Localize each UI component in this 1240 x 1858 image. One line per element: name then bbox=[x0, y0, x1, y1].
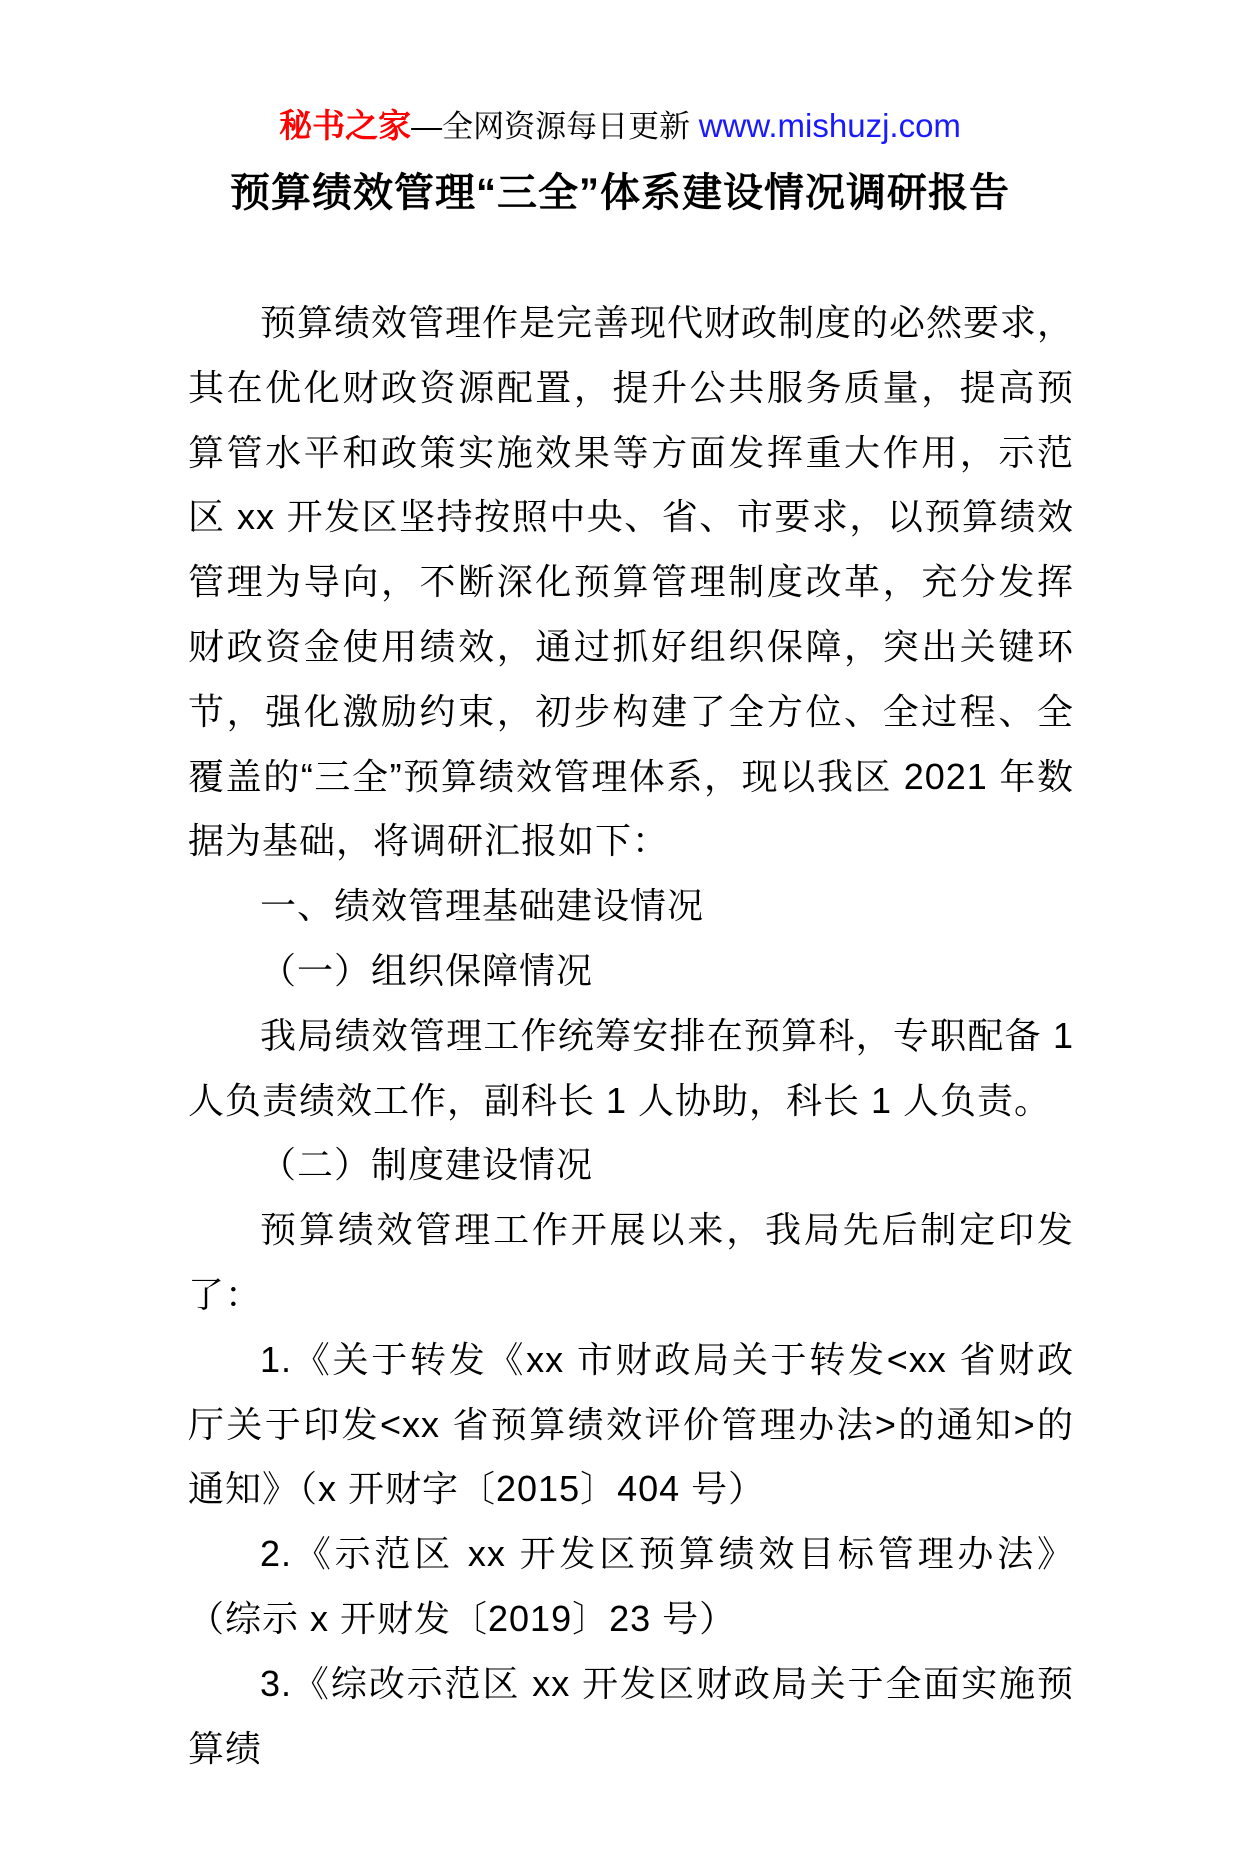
site-brand: 秘书之家 bbox=[279, 107, 412, 144]
document-title: 预算绩效管理“三全”体系建设情况调研报告 bbox=[230, 171, 1010, 215]
document-page bbox=[0, 104, 1240, 1858]
section-heading: 一、绩效管理基础建设情况 bbox=[260, 885, 705, 927]
site-tagline: —全网资源每日更新 bbox=[411, 109, 699, 144]
site-url-link[interactable]: www.mishuzj.com bbox=[698, 107, 961, 144]
paragraph: 预算绩效管理作是完善现代财政制度的必然要求，其在优化财政资源配置，提升公共服务质量，提高预算管水平和政策实施效果等方面发挥重大作用，示范区 xx 开发区坚持按照中央、省、市要求，以预算绩效管理为导向，不断深化预算管理制度改革，充分发挥财政资金使用绩效，通过抓好组织保障，突出关键环节，强化激励约束，初步构建了全方位、全过程、全覆盖的“三全”预算绩效管理体系，现以我区 2021 年数据为基础，将调研汇报如下： bbox=[188, 302, 1075, 862]
paragraph: 3.《综改示范区 xx 开发区财政局关于全面实施预算绩 bbox=[188, 1662, 1074, 1769]
paragraph: 预算绩效管理工作开展以来，我局先后制定印发了： bbox=[188, 1209, 1074, 1315]
site-header bbox=[0, 104, 1240, 149]
document-body bbox=[188, 291, 1074, 1781]
section-heading: （一）组织保障情况 bbox=[260, 949, 594, 991]
section-heading: （二）制度建设情况 bbox=[260, 1144, 594, 1186]
paragraph: 我局绩效管理工作统筹安排在预算科，专职配备 1 人负责绩效工作，副科长 1 人协助，科长 1 人负责。 bbox=[188, 1014, 1074, 1121]
paragraph: 1.《关于转发《xx 市财政局关于转发<xx 省财政厅关于印发<xx 省预算绩效评价管理办法>的通知>的通知》（x 开财字〔2015〕404 号） bbox=[188, 1338, 1074, 1510]
paragraph: 2.《示范区 xx 开发区预算绩效目标管理办法》（综示 x 开财发〔2019〕23 号） bbox=[188, 1533, 1074, 1639]
